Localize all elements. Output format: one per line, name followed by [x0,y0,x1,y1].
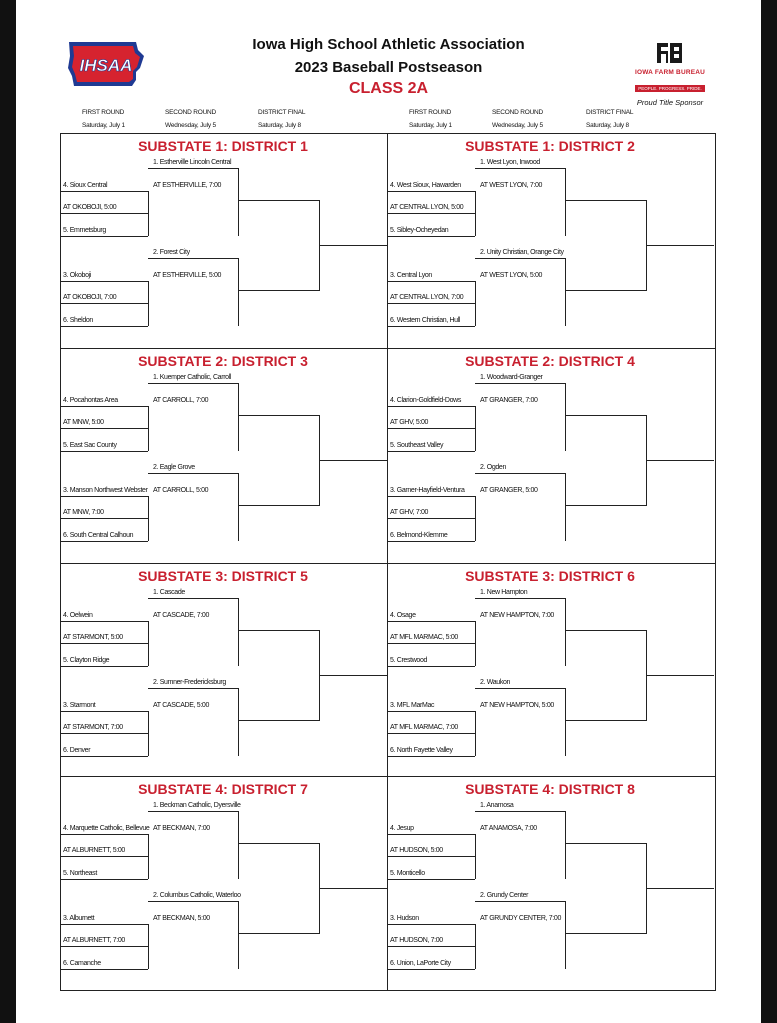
bracket-line-h [387,281,475,282]
seed-6-team: 6. South Central Calhoun [63,532,134,539]
bracket-line-h [148,901,238,902]
bracket-line-h [387,326,475,327]
top-seed-team: 1. Anamosa [480,802,514,809]
bracket-line-h [60,191,148,192]
bracket-line-h [475,901,565,902]
bracket-line-v [238,168,239,236]
bracket-line-v [148,711,149,756]
bracket-line-h [148,473,238,474]
seed-3-team: 3. MFL MarMac [390,702,435,709]
bracket-line-h [60,213,148,214]
bracket-line-v [148,191,149,236]
seed-4-team: 4. Marquette Catholic, Bellevue [63,825,150,832]
first-round-site-2: AT MNW, 7:00 [63,509,104,516]
bracket-line-v [565,258,566,326]
seed-6-team: 6. Camanche [63,960,101,967]
bracket-line-h [387,711,475,712]
first-round-site-2: AT GHV, 7:00 [390,509,429,516]
bracket-line-h [238,843,319,844]
seed-6-team: 6. Denver [63,747,91,754]
bracket-line-h [238,933,319,934]
district-title: SUBSTATE 4: DISTRICT 8 [465,781,635,797]
seed-4-team: 4. West Sioux, Hawarden [390,182,461,189]
bracket-line-h [60,451,148,452]
bracket-line-v [475,406,476,451]
top-seed-team: 1. Estherville Lincoln Central [153,159,232,166]
seed-2-team: 2. Forest City [153,249,190,256]
second-round-site-2: AT CASCADE, 5:00 [153,702,209,709]
grid-center-divider [387,133,388,991]
bracket-line-h [60,924,148,925]
seed-2-team: 2. Grundy Center [480,892,529,899]
bracket-line-v [148,834,149,879]
seed-5-team: 5. Sibley-Ocheyedan [390,227,449,234]
bracket-line-h [565,415,646,416]
bracket-line-v [148,281,149,326]
bracket-line-h [60,541,148,542]
bracket-line-h [387,856,475,857]
sponsor-caption: Proud Title Sponsor [636,98,704,107]
bracket-line-h [319,460,387,461]
first-round-site: AT STARMONT, 5:00 [63,634,123,641]
bracket-line-h [475,473,565,474]
bracket-line-h [387,303,475,304]
bracket-line-h [60,834,148,835]
bracket-line-h [387,969,475,970]
bracket-line-v [646,415,647,506]
bracket-line-h [238,200,319,201]
first-round-site-2: AT ALBURNETT, 7:00 [63,937,125,944]
bracket-line-h [646,888,714,889]
sponsor-logo [628,42,712,107]
seed-4-team: 4. Oelwein [63,612,93,619]
second-round-site: AT ANAMOSA, 7:00 [480,825,537,832]
bracket-line-h [238,505,319,506]
bracket-line-h [319,245,387,246]
bracket-line-h [646,675,714,676]
second-round-site: AT ESTHERVILLE, 7:00 [153,182,222,189]
bracket-line-h [387,496,475,497]
bracket-line-v [319,200,320,291]
seed-2-team: 2. Eagle Grove [153,464,195,471]
seed-4-team: 4. Sioux Central [63,182,108,189]
bracket-line-h [387,643,475,644]
second-round-site: AT GRANGER, 7:00 [480,397,538,404]
round-header-first-left: FIRST ROUND Saturday, July 1 [82,109,125,129]
bracket-line-v [238,811,239,879]
bracket-line-h [387,428,475,429]
bracket-line-h [387,756,475,757]
sponsor-name: IOWA FARM BUREAU [634,69,706,76]
bracket-line-h [475,598,565,599]
seed-6-team: 6. Western Christian, Hull [390,317,461,324]
round-header-first-right: FIRST ROUND Saturday, July 1 [409,109,452,129]
bracket-line-v [565,901,566,969]
second-round-site-2: AT GRUNDY CENTER, 7:00 [480,915,561,922]
bracket-line-h [148,688,238,689]
second-round-site-2: AT GRANGER, 5:00 [480,487,538,494]
bracket-line-v [148,496,149,541]
bracket-line-v [475,191,476,236]
seed-6-team: 6. Belmond-Klemme [390,532,448,539]
grid-bottom-border [60,990,716,991]
grid-top-border [60,133,716,134]
ihsaa-logo-text: IHSAA [79,56,133,75]
bracket-line-h [646,460,714,461]
bracket-line-h [387,518,475,519]
bracket-line-h [60,666,148,667]
first-round-site: AT MFL MARMAC, 5:00 [390,634,458,641]
district-title: SUBSTATE 3: DISTRICT 5 [138,568,308,584]
seed-3-team: 3. Starmont [63,702,96,709]
seed-5-team: 5. Clayton Ridge [63,657,110,664]
district-title: SUBSTATE 2: DISTRICT 3 [138,353,308,369]
first-round-site: AT MNW, 5:00 [63,419,104,426]
district-title: SUBSTATE 3: DISTRICT 6 [465,568,635,584]
first-round-site: AT HUDSON, 5:00 [390,847,443,854]
round-header-second-left: SECOND ROUND Wednesday, July 5 [165,109,217,129]
bracket-line-h [60,643,148,644]
bracket-line-v [148,924,149,969]
round-header-final-left: DISTRICT FINAL Saturday, July 8 [258,109,306,129]
bracket-line-h [60,856,148,857]
bracket-line-h [60,518,148,519]
bracket-line-h [387,924,475,925]
second-round-site: AT CASCADE, 7:00 [153,612,209,619]
association-title: Iowa High School Athletic Association [252,36,525,53]
bracket-line-v [238,473,239,541]
bracket-line-h [565,630,646,631]
bracket-line-v [646,843,647,934]
seed-6-team: 6. Sheldon [63,317,93,324]
bracket-line-h [387,666,475,667]
bracket-line-h [238,630,319,631]
seed-5-team: 5. Southeast Valley [390,442,444,449]
round-header-second-right: SECOND ROUND Wednesday, July 5 [492,109,544,129]
farm-bureau-mark-icon [655,42,685,64]
bracket-line-h [387,451,475,452]
bracket-line-h [475,811,565,812]
first-round-site: AT CENTRAL LYON, 5:00 [390,204,464,211]
top-seed-team: 1. New Hampton [480,589,528,596]
grid-left-border [60,133,61,991]
bracket-line-v [319,843,320,934]
seed-3-team: 3. Garner-Hayfield-Ventura [390,487,465,494]
first-round-site: AT GHV, 5:00 [390,419,429,426]
sponsor-tagline: PEOPLE. PROGRESS. PRIDE. [635,85,705,92]
seed-2-team: 2. Unity Christian, Orange City [480,249,564,256]
bracket-line-h [387,213,475,214]
grid-row-divider-3 [60,776,716,777]
bracket-line-v [565,473,566,541]
second-round-site-2: AT WEST LYON, 5:00 [480,272,543,279]
bracket-line-h [565,290,646,291]
seed-3-team: 3. Central Lyon [390,272,432,279]
grid-right-border [715,133,716,991]
bracket-line-h [60,756,148,757]
second-round-site: AT WEST LYON, 7:00 [480,182,543,189]
bracket-line-h [60,236,148,237]
bracket-line-h [60,711,148,712]
bracket-line-h [565,933,646,934]
bracket-line-h [60,969,148,970]
bracket-line-h [565,200,646,201]
district-title: SUBSTATE 1: DISTRICT 2 [465,138,635,154]
seed-5-team: 5. Emmetsburg [63,227,106,234]
second-round-site: AT BECKMAN, 7:00 [153,825,210,832]
bracket-line-v [565,168,566,236]
bracket-line-v [565,811,566,879]
bracket-line-v [646,630,647,721]
seed-6-team: 6. Union, LaPorte City [390,960,451,967]
bracket-line-v [238,688,239,756]
bracket-line-h [60,496,148,497]
ihsaa-logo [66,38,148,90]
seed-2-team: 2. Sumner-Fredericksburg [153,679,226,686]
second-round-site: AT CARROLL, 7:00 [153,397,209,404]
bracket-line-h [475,168,565,169]
first-round-site-2: AT OKOBOJI, 7:00 [63,294,117,301]
bracket-line-h [238,415,319,416]
bracket-line-h [148,258,238,259]
second-round-site-2: AT CARROLL, 5:00 [153,487,209,494]
bracket-line-v [475,496,476,541]
bracket-line-h [60,621,148,622]
bracket-line-h [387,733,475,734]
bracket-line-v [475,621,476,666]
second-round-site: AT NEW HAMPTON, 7:00 [480,612,554,619]
second-round-site-2: AT NEW HAMPTON, 5:00 [480,702,554,709]
top-seed-team: 1. Kuemper Catholic, Carroll [153,374,232,381]
bracket-line-h [148,811,238,812]
bracket-line-v [565,383,566,451]
bracket-line-v [238,258,239,326]
first-round-site-2: AT CENTRAL LYON, 7:00 [390,294,464,301]
bracket-line-v [238,598,239,666]
seed-3-team: 3. Alburnett [63,915,95,922]
bracket-line-v [319,630,320,721]
bracket-line-h [387,621,475,622]
bracket-line-h [60,281,148,282]
bracket-line-h [565,505,646,506]
bracket-line-h [475,688,565,689]
bracket-line-h [319,675,387,676]
bracket-line-h [387,834,475,835]
bracket-line-h [60,946,148,947]
top-seed-team: 1. Cascade [153,589,185,596]
bracket-line-h [319,888,387,889]
bracket-line-h [60,303,148,304]
bracket-line-v [238,383,239,451]
round-header-final-right: DISTRICT FINAL Saturday, July 8 [586,109,634,129]
bracket-line-h [475,383,565,384]
seed-3-team: 3. Okoboji [63,272,92,279]
bracket-line-h [60,879,148,880]
bracket-line-h [646,245,714,246]
bracket-line-h [60,733,148,734]
bracket-line-h [387,191,475,192]
bracket-line-v [238,901,239,969]
bracket-line-h [148,383,238,384]
season-title: 2023 Baseball Postseason [294,59,483,76]
district-title: SUBSTATE 4: DISTRICT 7 [138,781,308,797]
bracket-line-h [475,258,565,259]
seed-5-team: 5. Crestwood [390,657,428,664]
bracket-line-h [565,843,646,844]
bracket-line-v [319,415,320,506]
bracket-line-v [475,924,476,969]
seed-4-team: 4. Clarion-Goldfield-Dows [390,397,462,404]
bracket-line-h [387,946,475,947]
bracket-line-v [148,621,149,666]
first-round-site: AT OKOBOJI, 5:00 [63,204,117,211]
bracket-line-h [387,879,475,880]
first-round-site: AT ALBURNETT, 5:00 [63,847,125,854]
bracket-line-v [475,834,476,879]
bracket-line-h [387,541,475,542]
bracket-line-h [148,168,238,169]
seed-2-team: 2. Waukon [480,679,511,686]
seed-5-team: 5. East Sac County [63,442,117,449]
seed-5-team: 5. Northeast [63,870,97,877]
bracket-line-v [475,711,476,756]
seed-3-team: 3. Hudson [390,915,419,922]
seed-2-team: 2. Ogden [480,464,506,471]
top-seed-team: 1. Woodward-Granger [480,374,543,381]
bracket-line-h [238,720,319,721]
first-round-site-2: AT HUDSON, 7:00 [390,937,443,944]
district-title: SUBSTATE 1: DISTRICT 1 [138,138,308,154]
top-seed-team: 1. West Lyon, Inwood [480,159,540,166]
seed-4-team: 4. Pocahontas Area [63,397,118,404]
top-seed-team: 1. Beckman Catholic, Dyersville [153,802,241,809]
bracket-line-v [475,281,476,326]
bracket-line-v [565,598,566,666]
seed-4-team: 4. Jesup [390,825,414,832]
bracket-line-h [60,406,148,407]
iowa-state-shape-icon [66,38,148,90]
bracket-line-v [148,406,149,451]
bracket-line-h [238,290,319,291]
bracket-line-h [387,236,475,237]
bracket-line-h [148,598,238,599]
first-round-site-2: AT MFL MARMAC, 7:00 [390,724,458,731]
seed-4-team: 4. Osage [390,612,416,619]
grid-row-divider-2 [60,563,716,564]
seed-6-team: 6. North Fayette Valley [390,747,453,754]
district-title: SUBSTATE 2: DISTRICT 4 [465,353,635,369]
class-title: CLASS 2A [348,80,429,97]
bracket-line-h [60,326,148,327]
seed-3-team: 3. Manson Northwest Webster [63,487,148,494]
bracket-line-h [565,720,646,721]
first-round-site-2: AT STARMONT, 7:00 [63,724,123,731]
bracket-line-h [387,406,475,407]
second-round-site-2: AT ESTHERVILLE, 5:00 [153,272,222,279]
seed-5-team: 5. Monticello [390,870,425,877]
seed-2-team: 2. Columbus Catholic, Waterloo [153,892,241,899]
grid-row-divider-1 [60,348,716,349]
second-round-site-2: AT BECKMAN, 5:00 [153,915,210,922]
bracket-line-v [565,688,566,756]
bracket-line-h [60,428,148,429]
bracket-line-v [646,200,647,291]
